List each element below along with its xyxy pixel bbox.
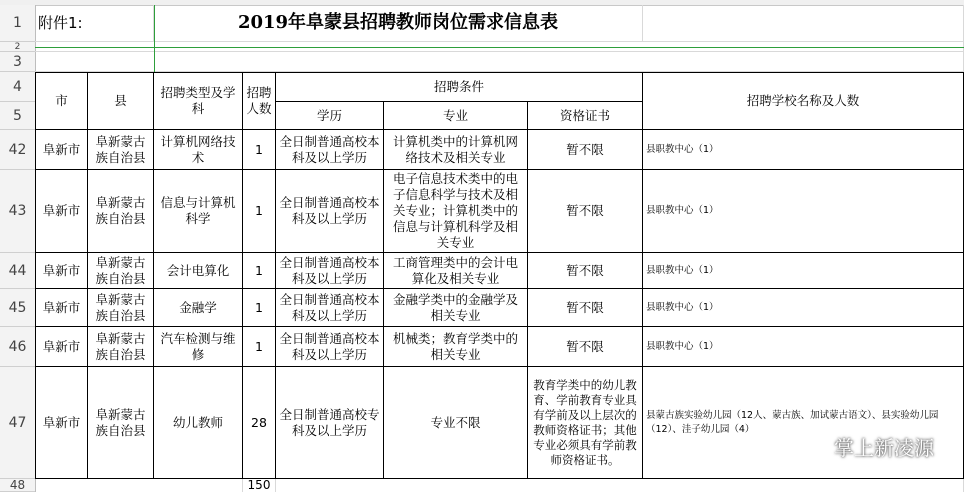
cell-count[interactable]: 1: [243, 170, 276, 253]
cell-certificate[interactable]: 教育学类中的幼儿教育、学前教育专业具有学前及以上层次的教师资格证书；其他专业必须具有学前教师资格证书。: [528, 367, 643, 479]
cell-city[interactable]: 阜新市: [35, 170, 88, 253]
page-break-line: [154, 5, 155, 72]
cell-education[interactable]: 全日制普通高校本科及以上学历: [276, 130, 384, 170]
cell-education[interactable]: 全日制普通高校本科及以上学历: [276, 170, 384, 253]
row-number[interactable]: 46: [0, 327, 35, 367]
cell-major[interactable]: 工商管理类中的会计电算化及相关专业: [384, 253, 528, 289]
row-number[interactable]: 2: [0, 42, 35, 52]
cell-count[interactable]: 1: [243, 130, 276, 170]
page-break-line: [35, 47, 964, 48]
cell-school[interactable]: 县蒙古族实验幼儿园（12人、蒙古族、加试蒙古语文）、县实验幼儿园（12）、洼子幼儿园（4）: [643, 367, 964, 479]
cell-education[interactable]: 全日制普通高校专科及以上学历: [276, 367, 384, 479]
header-count: 招聘人数: [243, 72, 276, 130]
cell-county[interactable]: 阜新蒙古族自治县: [88, 289, 154, 327]
cell-post-type[interactable]: 会计电算化: [154, 253, 243, 289]
row-number[interactable]: 48: [0, 479, 35, 492]
cell-post-type[interactable]: 幼儿教师: [154, 367, 243, 479]
cell-county[interactable]: 阜新蒙古族自治县: [88, 130, 154, 170]
cell-count[interactable]: 1: [243, 253, 276, 289]
cell-major[interactable]: 机械类；教育学类中的相关专业: [384, 327, 528, 367]
page-title[interactable]: 2019年阜蒙县招聘教师岗位需求信息表: [154, 5, 643, 42]
row-number[interactable]: 5: [0, 102, 35, 130]
total-count[interactable]: 150: [243, 479, 276, 492]
cell-post-type[interactable]: 金融学: [154, 289, 243, 327]
cell-certificate[interactable]: 暂不限: [528, 130, 643, 170]
header-major: 专业: [384, 102, 528, 130]
row-number[interactable]: 4: [0, 72, 35, 102]
empty-cell[interactable]: [276, 479, 964, 492]
header-county: 县: [88, 72, 154, 130]
cell-school[interactable]: 县职教中心（1）: [643, 130, 964, 170]
cell-county[interactable]: 阜新蒙古族自治县: [88, 253, 154, 289]
cell-certificate[interactable]: 暂不限: [528, 253, 643, 289]
cell-count[interactable]: 28: [243, 367, 276, 479]
cell-count[interactable]: 1: [243, 327, 276, 367]
cell-city[interactable]: 阜新市: [35, 130, 88, 170]
cell-school[interactable]: 县职教中心（1）: [643, 327, 964, 367]
cell-major[interactable]: 电子信息技术类中的电子信息科学与技术及相关专业；计算机类中的信息与计算机科学及相关专业: [384, 170, 528, 253]
cell-school[interactable]: 县职教中心（1）: [643, 289, 964, 327]
cell-city[interactable]: 阜新市: [35, 327, 88, 367]
cell-education[interactable]: 全日制普通高校本科及以上学历: [276, 253, 384, 289]
cell-count[interactable]: 1: [243, 289, 276, 327]
header-city: 市: [35, 72, 88, 130]
empty-cell[interactable]: [35, 479, 243, 492]
cell-major[interactable]: 计算机类中的计算机网络技术及相关专业: [384, 130, 528, 170]
cell-county[interactable]: 阜新蒙古族自治县: [88, 327, 154, 367]
cell-post-type[interactable]: 信息与计算机科学: [154, 170, 243, 253]
cell-certificate[interactable]: 暂不限: [528, 289, 643, 327]
cell-city[interactable]: 阜新市: [35, 289, 88, 327]
empty-row[interactable]: [35, 52, 964, 72]
header-education: 学历: [276, 102, 384, 130]
row-number[interactable]: 3: [0, 52, 35, 72]
cell-school[interactable]: 县职教中心（1）: [643, 170, 964, 253]
header-certificate: 资格证书: [528, 102, 643, 130]
header-school: 招聘学校名称及人数: [643, 72, 964, 130]
cell-school[interactable]: 县职教中心（1）: [643, 253, 964, 289]
cell-city[interactable]: 阜新市: [35, 253, 88, 289]
cell-county[interactable]: 阜新蒙古族自治县: [88, 170, 154, 253]
row-number[interactable]: 42: [0, 130, 35, 170]
watermark: [798, 432, 934, 461]
cell-post-type[interactable]: 汽车检测与维修: [154, 327, 243, 367]
cell-education[interactable]: 全日制普通高校本科及以上学历: [276, 289, 384, 327]
cell-city[interactable]: 阜新市: [35, 367, 88, 479]
row-number[interactable]: 1: [0, 5, 35, 42]
cell-county[interactable]: 阜新蒙古族自治县: [88, 367, 154, 479]
row-number[interactable]: 47: [0, 367, 35, 479]
row-header-column: [0, 5, 36, 492]
cell-major[interactable]: 专业不限: [384, 367, 528, 479]
row-number[interactable]: 44: [0, 253, 35, 289]
header-conditions: 招聘条件: [276, 72, 643, 102]
header-post-type: 招聘类型及学科: [154, 72, 243, 130]
cell-post-type[interactable]: 计算机网络技术: [154, 130, 243, 170]
attachment-label[interactable]: 附件1:: [35, 5, 154, 42]
cell-major[interactable]: 金融学类中的金融学及相关专业: [384, 289, 528, 327]
cell-certificate[interactable]: 暂不限: [528, 327, 643, 367]
empty-cell[interactable]: [643, 5, 964, 42]
cell-education[interactable]: 全日制普通高校本科及以上学历: [276, 327, 384, 367]
row-number[interactable]: 45: [0, 289, 35, 327]
wechat-icon: [798, 435, 828, 459]
cell-certificate[interactable]: 暂不限: [528, 170, 643, 253]
row-number[interactable]: 43: [0, 170, 35, 253]
watermark-text: 掌上新凌源: [834, 436, 934, 460]
